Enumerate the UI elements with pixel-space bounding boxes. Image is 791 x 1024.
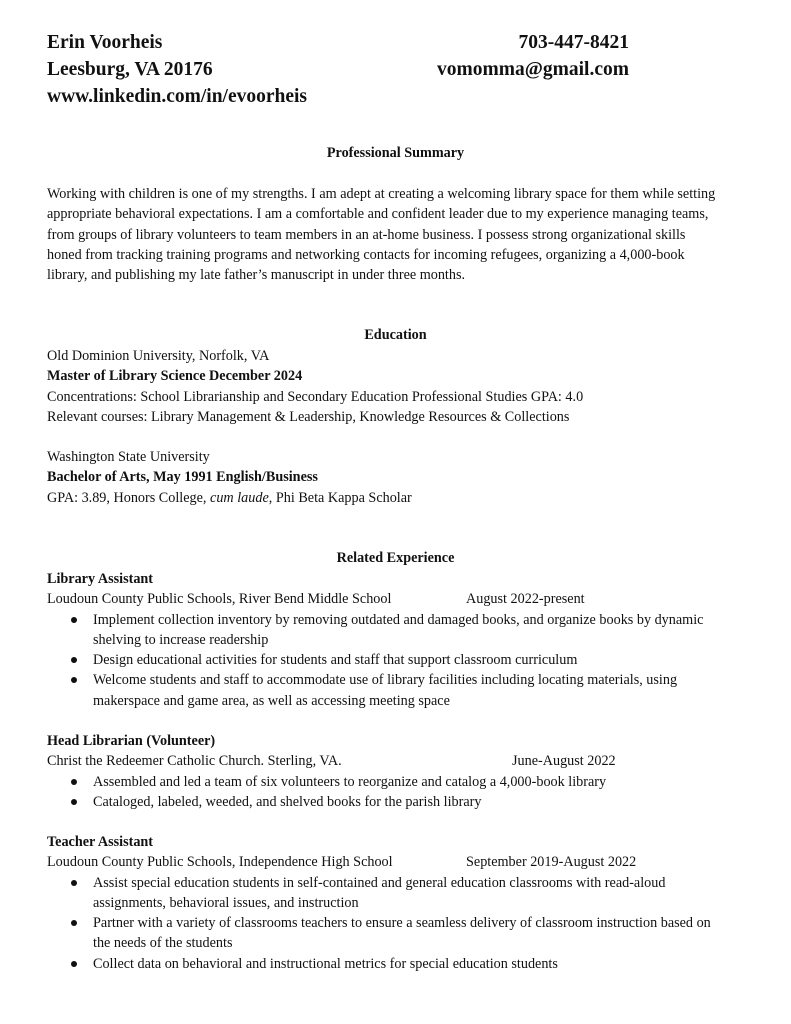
job-org-row <box>47 751 747 771</box>
latin-honors: cum laude <box>210 489 269 506</box>
gpa-suffix: , Phi Beta Kappa Scholar <box>268 489 412 506</box>
job-entry <box>47 832 747 974</box>
email-address: vomomma@gmail.com <box>437 59 629 80</box>
contact-right <box>435 29 629 83</box>
bullet-text: assignments, behavioral issues, and instruction <box>93 894 359 911</box>
bullet-text: Cataloged, labeled, weeded, and shelved books for the parish library <box>93 793 482 810</box>
applicant-location: Leesburg, VA 20176 <box>47 59 213 80</box>
bullet-icon <box>71 880 77 886</box>
bullet-text: the needs of the students <box>93 935 233 952</box>
concentrations: Concentrations: School Librarianship and Secondary Education Professional Studies GPA: 4.0 <box>47 388 584 405</box>
gpa-honors <box>47 488 747 508</box>
list-item <box>47 792 738 812</box>
list-item <box>47 610 738 651</box>
job-title: Teacher Assistant <box>47 834 154 850</box>
education-heading: Education <box>364 327 427 343</box>
school-name: Washington State University <box>47 449 210 465</box>
job-organization: Loudoun County Public Schools, Independence High School <box>47 854 393 871</box>
job-dates: June-August 2022 <box>512 753 616 770</box>
gpa-text: GPA: 3.89, Honors College, <box>47 489 211 506</box>
job-organization: Christ the Redeemer Catholic Church. Sterling, VA. <box>47 753 342 770</box>
degree: Master of Library Science December 2024 <box>47 368 303 385</box>
job-org-row <box>47 852 747 872</box>
summary-line: Working with children is one of my strengths. I am adept at creating a welcoming library space for them while setting <box>47 186 716 202</box>
bullet-text: Design educational activities for students and staff that support classroom curriculum <box>93 652 578 669</box>
education-wsu <box>47 447 747 508</box>
job-bullets <box>47 610 747 711</box>
bullet-icon <box>71 617 77 623</box>
job-dates: August 2022-present <box>466 591 585 608</box>
bullet-icon <box>71 677 77 683</box>
school-name: Old Dominion University, Norfolk, VA <box>47 348 270 364</box>
summary-line: from groups of library volunteers to team members in an at-home business. I possess strong organizational skills <box>47 226 686 243</box>
phone-number: 703-447-8421 <box>518 32 629 53</box>
bullet-text: shelving to increase readership <box>93 631 269 648</box>
bullet-text: Welcome students and staff to accommodate use of library facilities including locating materials, using <box>93 672 678 689</box>
job-title: Head Librarian (Volunteer) <box>47 733 216 749</box>
list-item <box>47 913 738 954</box>
summary-heading: Professional Summary <box>326 145 465 161</box>
relevant-courses: Relevant courses: Library Management & Leadership, Knowledge Resources & Collections <box>47 408 570 425</box>
bullet-text: Collect data on behavioral and instructional metrics for special education students <box>93 955 558 972</box>
job-dates: September 2019-August 2022 <box>466 854 637 871</box>
summary-line: library, and publishing my late father’s manuscript in under three months. <box>47 267 466 284</box>
list-item <box>47 772 738 792</box>
job-bullets <box>47 772 747 813</box>
summary-line: appropriate behavioral expectations. I am a comfortable and confident leader due to my experience managing teams, <box>47 206 709 223</box>
job-org-row <box>47 589 747 609</box>
linkedin-url: www.linkedin.com/in/evoorheis <box>47 86 308 107</box>
list-item <box>47 873 738 914</box>
summary-line: honed from tracking training programs and networking contacts for incoming refugees, organizing a 4,000-book <box>47 246 685 263</box>
bullet-icon <box>71 779 77 785</box>
list-item <box>47 954 738 974</box>
bullet-text: makerspace and game area, as well as accessing meeting space <box>93 692 450 709</box>
degree: Bachelor of Arts, May 1991 English/Business <box>47 469 318 486</box>
experience-heading: Related Experience <box>336 550 455 566</box>
bullet-icon <box>71 657 77 663</box>
bullet-text: Implement collection inventory by removing outdated and damaged books, and organize books by dynamic <box>93 611 704 628</box>
list-item <box>47 650 738 670</box>
list-item <box>47 670 738 711</box>
summary-text <box>47 184 747 285</box>
education-odu <box>47 346 747 427</box>
job-title: Library Assistant <box>47 571 154 587</box>
job-entry <box>47 731 747 812</box>
job-entry <box>47 569 747 711</box>
bullet-icon <box>71 920 77 926</box>
bullet-icon <box>71 961 77 967</box>
contact-left <box>47 29 307 110</box>
job-organization: Loudoun County Public Schools, River Bend Middle School <box>47 591 392 608</box>
bullet-text: Partner with a variety of classrooms teachers to ensure a seamless delivery of classroom instruction based on <box>93 915 711 932</box>
bullet-text: Assembled and led a team of six volunteers to reorganize and catalog a 4,000-book library <box>93 773 607 790</box>
job-bullets <box>47 873 747 974</box>
bullet-icon <box>71 799 77 805</box>
bullet-text: Assist special education students in self-contained and general education classrooms with read-aloud <box>93 874 666 891</box>
applicant-name: Erin Voorheis <box>47 32 163 53</box>
